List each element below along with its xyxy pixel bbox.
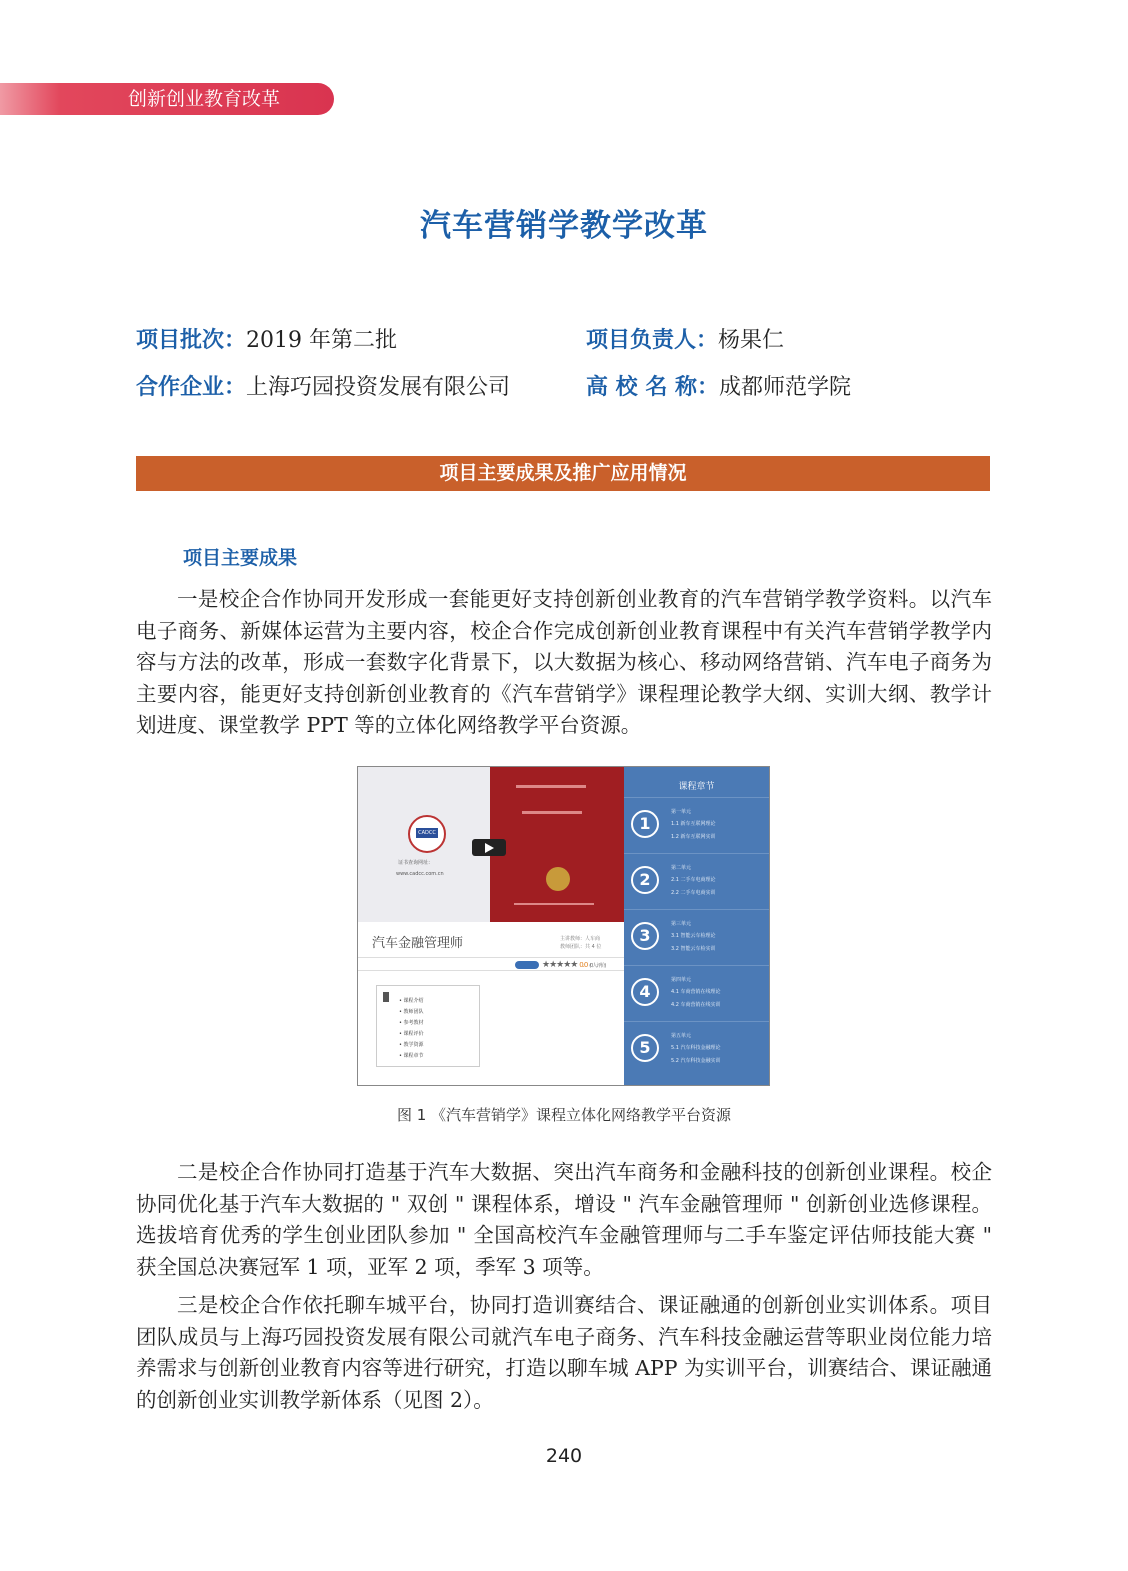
batch-label: 项目批次： xyxy=(136,328,247,353)
chapter-row[interactable] xyxy=(624,965,769,1022)
menu-item[interactable]: • 课程介绍 xyxy=(399,996,424,1007)
company-label: 合作企业： xyxy=(136,375,247,400)
cover-subtitle-line xyxy=(522,811,582,814)
paragraph-3: 三是校企合作依托聊车城平台，协同打造训赛结合、课证融通的创新创业实训体系。项目团队成员与上海巧园投资发展有限公司就汽车电子商务、汽车科技金融运营等职业岗位能力培养需求与创新创业教育内容等进行研究，打造以聊车城 APP 为实训平台，训赛结合、课证融通的创新创业实训教学新体系（见图 2）。 xyxy=(136,1293,992,1412)
certificate-cover xyxy=(490,767,624,922)
course-menu-list xyxy=(399,996,424,1062)
course-team: 教师团队：共 4 位 xyxy=(560,944,602,950)
meta-company xyxy=(136,370,510,401)
menu-item[interactable]: • 教师团队 xyxy=(399,1007,424,1018)
chapter-number: 3 xyxy=(631,922,659,950)
paragraph-2: 二是校企合作协同打造基于汽车大数据、突出汽车商务和金融科技的创新创业课程。校企协同优化基于汽车大数据的 " 双创 " 课程体系，增设 " 汽车金融管理师 " 创新创业选修课程。选拔培育优秀的学生创业团队参加 " 全国高校汽车金融管理师与二手车鉴定评估师技能大赛 " 获全国总决赛冠军 1 项，亚军 2 项，季军 3 项等。 xyxy=(136,1160,992,1279)
rating-stars xyxy=(542,960,605,970)
cert-query-label: 证书查询网址： xyxy=(398,860,434,866)
chapter-unit: 第一单元 xyxy=(671,809,692,815)
rating-score: 0.0 xyxy=(579,961,588,969)
cover-footer-line xyxy=(514,903,594,905)
chapter-item[interactable]: 1.1 新车互联网理论 xyxy=(671,821,716,827)
cadcc-logo-icon xyxy=(408,815,446,853)
chapters-heading: 课程章节 xyxy=(678,782,715,792)
leader-value: 杨果仁 xyxy=(718,328,785,353)
book-icon xyxy=(383,992,389,1002)
certificate-front xyxy=(358,767,490,922)
page-title: 汽车营销学教学改革 xyxy=(420,208,708,244)
chapter-unit: 第五单元 xyxy=(671,1033,692,1039)
batch-value: 2019 年第二批 xyxy=(246,328,397,353)
course-panel xyxy=(358,767,624,1085)
emblem-icon xyxy=(546,867,570,891)
chapter-item[interactable]: 5.1 汽车科技金融理论 xyxy=(671,1045,721,1051)
chapter-number: 5 xyxy=(631,1034,659,1062)
rating-tag xyxy=(515,961,539,969)
paragraph-1: 一是校企合作协同开发形成一套能更好支持创新创业教育的汽车营销学教学资料。以汽车电子商务、新媒体运营为主要内容，校企合作完成创新创业教育课程中有关汽车营销学教学内容与方法的改革，形成一套数字化背景下，以大数据为核心、移动网络营销、汽车电子商务为主要内容，能更好支持创新创业教育的《汽车营销学》课程理论教学大纲、实训大纲、教学计划进度、课堂教学 PPT 等的立体化网络教学平台资源。 xyxy=(136,587,992,737)
chapter-item[interactable]: 5.2 汽车科技金融实训 xyxy=(671,1058,721,1064)
section-header-tab: 创新创业教育改革 xyxy=(0,83,334,115)
chapter-item[interactable]: 4.2 车商营销在线实训 xyxy=(671,1002,721,1008)
play-icon xyxy=(485,843,494,853)
chapter-panel xyxy=(624,767,769,1085)
chapter-row[interactable] xyxy=(624,909,769,966)
chapter-number: 1 xyxy=(631,810,659,838)
chapter-unit: 第三单元 xyxy=(671,921,692,927)
page-number: 240 xyxy=(545,1445,583,1467)
stars-icon: ★★★★★ xyxy=(542,960,578,970)
chapter-number: 2 xyxy=(631,866,659,894)
company-value: 上海巧园投资发展有限公司 xyxy=(246,375,511,400)
chapter-item[interactable]: 3.1 智能云车检理论 xyxy=(671,933,716,939)
chapter-unit: 第二单元 xyxy=(671,865,692,871)
video-play-button[interactable] xyxy=(472,839,506,856)
course-title: 汽车金融管理师 xyxy=(372,936,464,951)
chapter-item[interactable]: 2.2 二手车电商实训 xyxy=(671,890,716,896)
leader-label: 项目负责人： xyxy=(586,328,719,353)
school-label: 高 校 名 称： xyxy=(586,375,719,400)
cadcc-logo-text: CADCC xyxy=(416,828,438,838)
figure-1-screenshot xyxy=(357,766,770,1086)
chapter-item[interactable]: 3.2 智能云车检实训 xyxy=(671,946,716,952)
chapter-item[interactable]: 1.2 新车互联网实训 xyxy=(671,834,716,840)
menu-item[interactable]: • 教学资源 xyxy=(399,1040,424,1051)
rating-count: (0人评价) xyxy=(589,963,606,969)
chapter-unit: 第四单元 xyxy=(671,977,692,983)
chapter-item[interactable]: 4.1 车商营销在线理论 xyxy=(671,989,721,995)
course-teacher: 主讲教师：人车商 xyxy=(560,936,601,942)
chapter-row[interactable] xyxy=(624,853,769,910)
menu-item[interactable]: • 参考教材 xyxy=(399,1018,424,1029)
meta-batch xyxy=(136,323,397,354)
section-bar: 项目主要成果及推广应用情况 xyxy=(136,456,990,491)
chapter-number: 4 xyxy=(631,978,659,1006)
menu-item[interactable]: • 课程评价 xyxy=(399,1029,424,1040)
cert-url: www.cadcc.com.cn xyxy=(396,871,444,877)
cover-title-line xyxy=(516,785,586,788)
course-menu xyxy=(376,985,480,1067)
menu-item[interactable]: • 课程章节 xyxy=(399,1051,424,1062)
chapter-row[interactable] xyxy=(624,797,769,854)
chapter-row[interactable] xyxy=(624,1021,769,1078)
meta-school xyxy=(586,370,851,401)
chapter-item[interactable]: 2.1 二手车电商理论 xyxy=(671,877,716,883)
meta-leader xyxy=(586,323,784,354)
subheading: 项目主要成果 xyxy=(183,547,298,569)
figure-caption: 图 1 《汽车营销学》课程立体化网络教学平台资源 xyxy=(396,1106,732,1124)
school-value: 成都师范学院 xyxy=(718,375,851,400)
